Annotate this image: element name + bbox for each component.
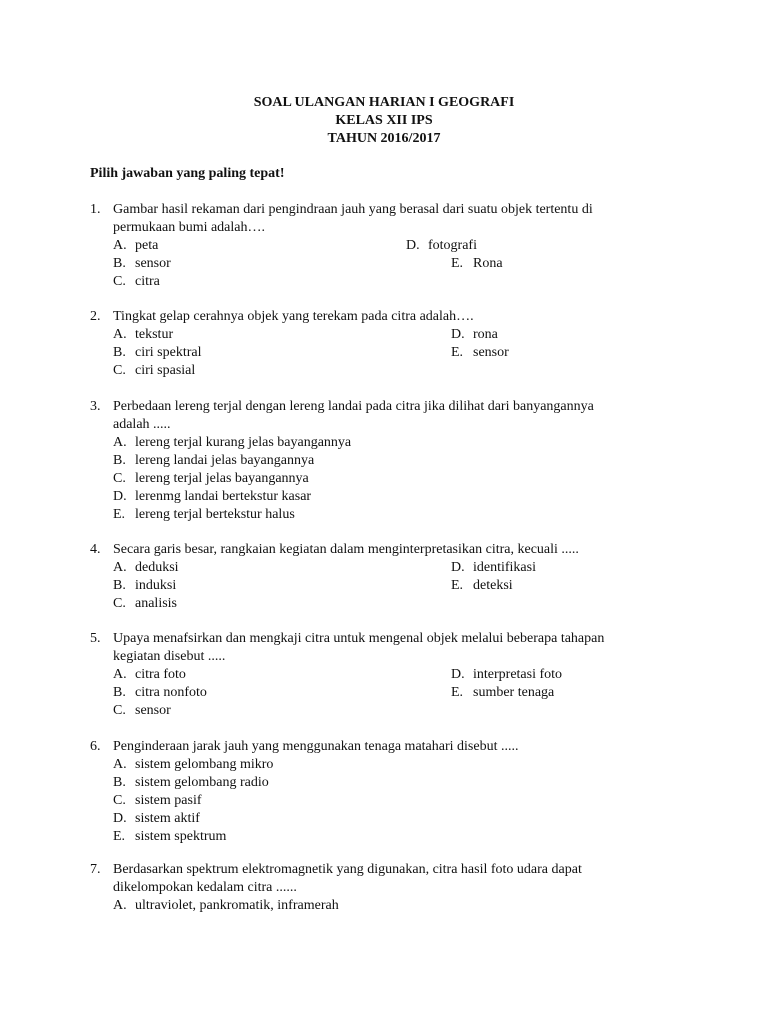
option-c: [113, 792, 202, 810]
option-letter: D.: [451, 667, 465, 682]
option-letter: A.: [113, 327, 127, 342]
option-a: [113, 237, 158, 255]
question-number: 5.: [90, 631, 101, 646]
option-text: sistem aktif: [135, 811, 200, 826]
option-c: [113, 362, 195, 380]
option-text: lereng landai jelas bayangannya: [135, 453, 315, 468]
class-label: KELAS XII IPS: [335, 113, 433, 128]
option-letter: E.: [451, 685, 464, 700]
option-e: [113, 828, 226, 846]
option-e: [451, 344, 509, 362]
option-c: [113, 273, 160, 291]
option-a: [113, 434, 351, 452]
option-letter: E.: [113, 829, 126, 844]
option-text: fotografi: [428, 238, 477, 253]
question-number: 6.: [90, 739, 101, 754]
question-text: [113, 541, 673, 559]
option-b: [113, 452, 314, 470]
question-number: 2.: [90, 309, 101, 324]
question-line: adalah .....: [113, 417, 171, 432]
option-text: citra foto: [135, 667, 186, 682]
option-text: sistem spektrum: [135, 829, 227, 844]
option-letter: C.: [113, 471, 126, 486]
question-number: 1.: [90, 202, 101, 217]
question-text: [113, 308, 673, 326]
option-letter: B.: [113, 453, 126, 468]
option-text: lerenmg landai bertekstur kasar: [135, 489, 312, 504]
option-text: deteksi: [473, 578, 513, 593]
question-line: Gambar hasil rekaman dari pengindraan jauh yang berasal dari suatu objek tertentu di: [113, 202, 593, 217]
option-b: [113, 344, 201, 362]
option-c: [113, 595, 177, 613]
option-a: [113, 897, 339, 915]
option-letter: E.: [451, 345, 464, 360]
question-line: Tingkat gelap cerahnya objek yang terekam pada citra adalah….: [113, 309, 474, 324]
question-number: 7.: [90, 862, 101, 877]
question-line: kegiatan disebut .....: [113, 649, 226, 664]
option-letter: C.: [113, 793, 126, 808]
option-b: [113, 577, 176, 595]
option-letter: A.: [113, 898, 127, 913]
option-text: deduksi: [135, 560, 179, 575]
option-d: [451, 559, 536, 577]
question-number: 3.: [90, 399, 101, 414]
option-text: citra: [135, 274, 160, 289]
option-text: interpretasi foto: [473, 667, 563, 682]
option-text: lereng terjal jelas bayangannya: [135, 471, 309, 486]
option-text: sistem pasif: [135, 793, 202, 808]
option-d: [113, 810, 200, 828]
instruction-text: Pilih jawaban yang paling tepat!: [90, 166, 285, 181]
option-text: Rona: [473, 256, 503, 271]
option-d: [451, 326, 498, 344]
option-letter: B.: [113, 775, 126, 790]
option-text: lereng terjal kurang jelas bayangannya: [135, 435, 352, 450]
option-c: [113, 702, 171, 720]
question-line: Berdasarkan spektrum elektromagnetik yang digunakan, citra hasil foto udara dapat: [113, 862, 582, 877]
option-b: [113, 774, 269, 792]
option-text: sensor: [473, 345, 509, 360]
option-text: sensor: [135, 256, 171, 271]
option-letter: A.: [113, 238, 127, 253]
option-letter: E.: [113, 507, 126, 522]
option-a: [113, 559, 179, 577]
option-text: tekstur: [135, 327, 174, 342]
option-e: [451, 684, 554, 702]
option-text: citra nonfoto: [135, 685, 207, 700]
option-letter: A.: [113, 667, 127, 682]
option-letter: C.: [113, 703, 126, 718]
option-c: [113, 470, 309, 488]
question-number: 4.: [90, 542, 101, 557]
option-b: [113, 684, 207, 702]
option-letter: B.: [113, 345, 126, 360]
option-text: induksi: [135, 578, 177, 593]
option-text: sumber tenaga: [473, 685, 555, 700]
option-letter: E.: [451, 578, 464, 593]
option-text: identifikasi: [473, 560, 536, 575]
option-d: [406, 237, 477, 255]
option-a: [113, 756, 273, 774]
option-letter: C.: [113, 274, 126, 289]
question-text: [113, 630, 673, 666]
option-text: sistem gelombang radio: [135, 775, 269, 790]
option-letter: D.: [406, 238, 420, 253]
option-text: sistem gelombang mikro: [135, 757, 274, 772]
option-letter: B.: [113, 256, 126, 271]
option-d: [451, 666, 562, 684]
year-label: TAHUN 2016/2017: [327, 131, 441, 146]
option-text: peta: [135, 238, 159, 253]
option-letter: D.: [113, 811, 127, 826]
option-e: [113, 506, 295, 524]
question-line: permukaan bumi adalah….: [113, 220, 266, 235]
option-letter: C.: [113, 596, 126, 611]
question-text: [113, 398, 673, 434]
option-text: lereng terjal bertekstur halus: [135, 507, 295, 522]
question-text: [113, 201, 673, 237]
option-d: [113, 488, 311, 506]
option-a: [113, 326, 173, 344]
option-letter: E.: [451, 256, 464, 271]
question-text: [113, 861, 673, 897]
option-text: ciri spasial: [135, 363, 196, 378]
question-line: Secara garis besar, rangkaian kegiatan dalam menginterpretasikan citra, kecuali .....: [113, 542, 579, 557]
question-line: Upaya menafsirkan dan mengkaji citra untuk mengenal objek melalui beberapa tahapan: [113, 631, 605, 646]
option-letter: A.: [113, 435, 127, 450]
question-text: [113, 738, 673, 756]
document-title: SOAL ULANGAN HARIAN I GEOGRAFI: [253, 95, 515, 110]
option-letter: B.: [113, 685, 126, 700]
option-letter: D.: [113, 489, 127, 504]
question-line: Penginderaan jarak jauh yang menggunakan tenaga matahari disebut .....: [113, 739, 519, 754]
option-text: ciri spektral: [135, 345, 202, 360]
option-e: [451, 255, 503, 273]
option-a: [113, 666, 186, 684]
option-text: ultraviolet, pankromatik, inframerah: [135, 898, 339, 913]
option-text: analisis: [135, 596, 177, 611]
option-letter: C.: [113, 363, 126, 378]
document-header: [0, 94, 768, 148]
question-line: Perbedaan lereng terjal dengan lereng landai pada citra jika dilihat dari banyangannya: [113, 399, 594, 414]
option-letter: B.: [113, 578, 126, 593]
option-text: rona: [473, 327, 498, 342]
option-letter: D.: [451, 327, 465, 342]
option-letter: A.: [113, 560, 127, 575]
option-e: [451, 577, 513, 595]
option-letter: A.: [113, 757, 127, 772]
option-b: [113, 255, 171, 273]
option-letter: D.: [451, 560, 465, 575]
option-text: sensor: [135, 703, 171, 718]
question-line: dikelompokan kedalam citra ......: [113, 880, 297, 895]
